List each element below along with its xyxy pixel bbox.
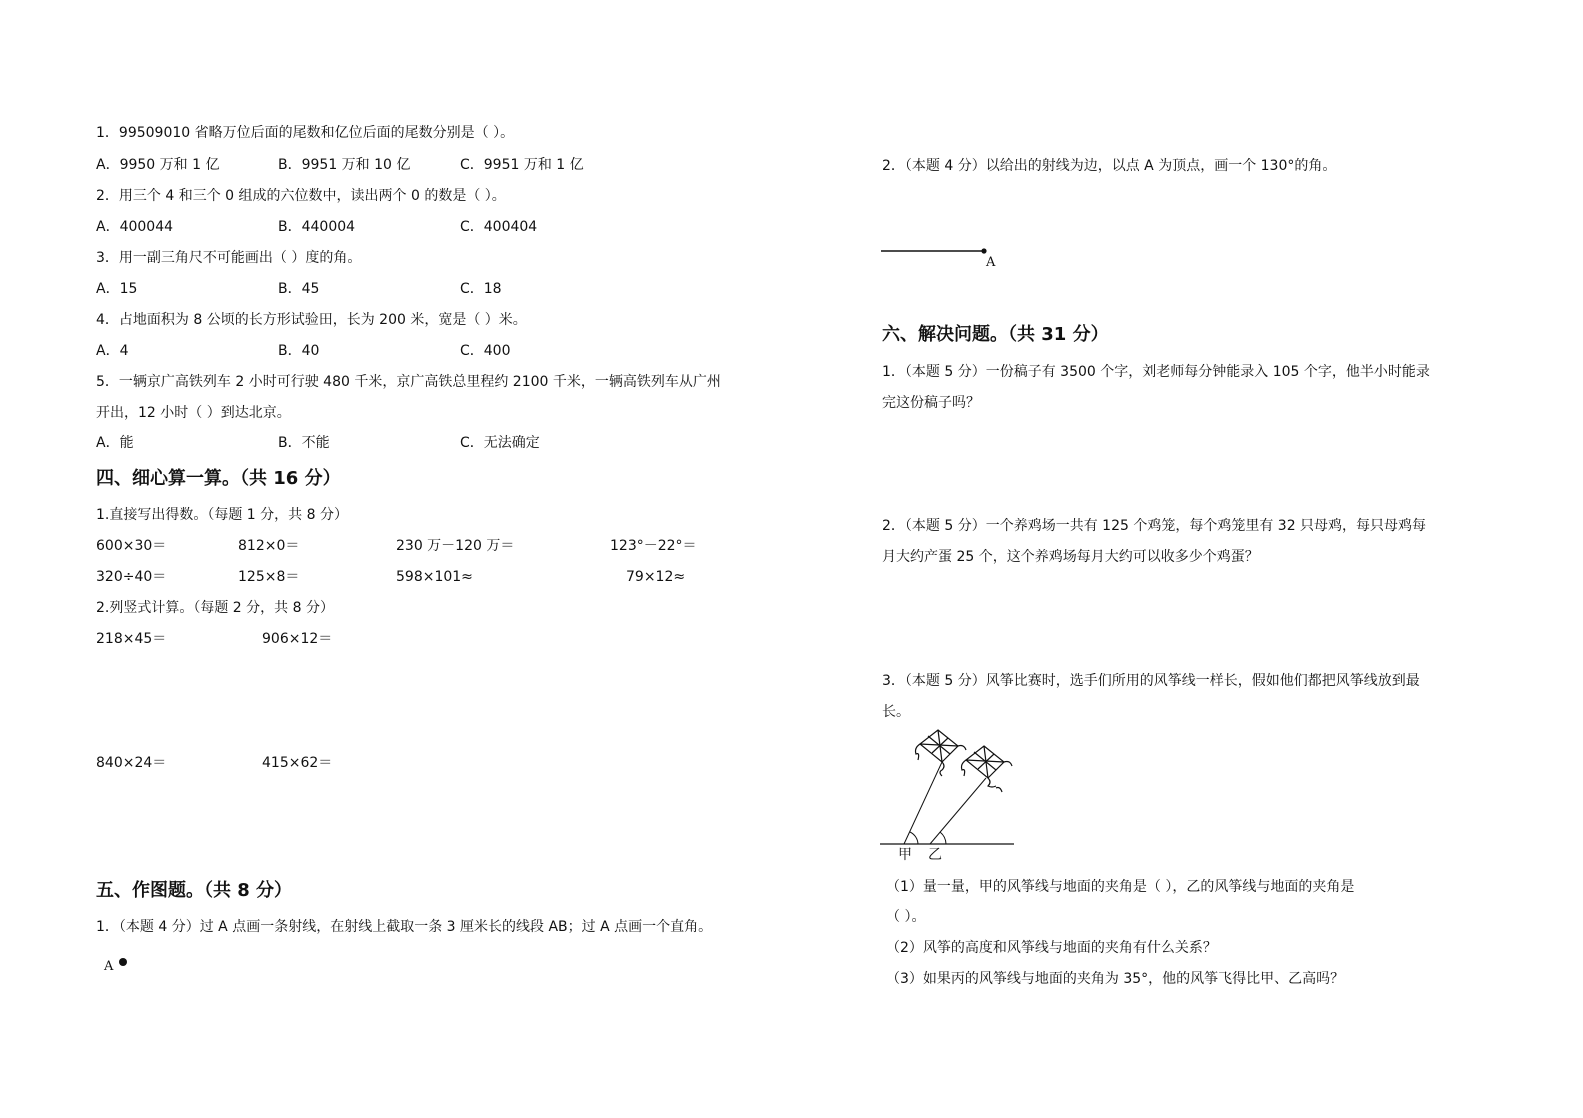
option-a: A．9950 万和 1 亿: [96, 157, 220, 173]
option-b: B．9951 万和 10 亿: [278, 157, 411, 173]
calc-item: 598×101≈: [396, 569, 473, 585]
kite-figure: [878, 726, 1028, 851]
option-a: A．能: [96, 435, 134, 451]
question-5-line2: 开出，12 小时（ ）到达北京。: [96, 405, 291, 421]
section-6-title: 六、解决问题。（共 31 分）: [882, 324, 1109, 345]
option-c: C．无法确定: [460, 435, 540, 451]
option-c: C．400: [460, 343, 511, 359]
kite-label-jia: 甲: [898, 847, 912, 863]
kite-label-yi: 乙: [928, 847, 942, 863]
problem-2-line1: 2．（本题 5 分）一个养鸡场一共有 125 个鸡笼，每个鸡笼里有 32 只母鸡，每只母鸡每: [882, 518, 1427, 534]
vertical-calc-item: 906×12＝: [262, 631, 333, 647]
calc-item: 812×0＝: [238, 538, 300, 554]
question-1: 1．99509010 省略万位后面的尾数和亿位后面的尾数分别是（ ）。: [96, 125, 515, 141]
calc-item: 123°－22°＝: [610, 538, 697, 554]
option-a: A．15: [96, 281, 138, 297]
problem-3-line2: 长。: [882, 704, 910, 720]
calc-item: 125×8＝: [238, 569, 300, 585]
question-4: 4．占地面积为 8 公顷的长方形试验田，长为 200 米，宽是（ ）米。: [96, 312, 527, 328]
vertical-calc-item: 415×62＝: [262, 755, 333, 771]
calc-item: 320÷40＝: [96, 569, 167, 585]
section-5-question-2: 2．（本题 4 分）以给出的射线为边，以点 A 为顶点，画一个 130°的角。: [882, 158, 1337, 174]
sub-question-1-line2: （ ）。: [886, 909, 926, 925]
option-b: B．40: [278, 343, 320, 359]
problem-3-line1: 3．（本题 5 分）风筝比赛时，选手们所用的风筝线一样长，假如他们都把风筝线放到最: [882, 673, 1420, 689]
section-4-title: 四、细心算一算。（共 16 分）: [96, 468, 341, 489]
point-a-label: A: [104, 959, 114, 974]
sub-question-2: （2）风筝的高度和风筝线与地面的夹角有什么关系？: [886, 940, 1217, 956]
option-c: C．18: [460, 281, 502, 297]
question-3: 3．用一副三角尺不可能画出（ ）度的角。: [96, 250, 362, 266]
option-b: B．45: [278, 281, 320, 297]
calc-item: 230 万－120 万＝: [396, 538, 515, 554]
calc-item: 600×30＝: [96, 538, 167, 554]
option-a: A．4: [96, 343, 129, 359]
option-b: B．不能: [278, 435, 330, 451]
option-c: C．400404: [460, 219, 538, 235]
option-c: C．9951 万和 1 亿: [460, 157, 584, 173]
section-5-title: 五、作图题。（共 8 分）: [96, 880, 293, 901]
calc-item: 79×12≈: [626, 569, 686, 585]
problem-1-line1: 1．（本题 5 分）一份稿子有 3500 个字，刘老师每分钟能录入 105 个字，他半小时能录: [882, 364, 1430, 380]
section-5-question-1: 1．（本题 4 分）过 A 点画一条射线，在射线上截取一条 3 厘米长的线段 AB；过 A 点画一个直角。: [96, 919, 713, 935]
vertical-calc-item: 218×45＝: [96, 631, 167, 647]
section-4-sub1: 1.直接写出得数。（每题 1 分，共 8 分）: [96, 507, 348, 523]
option-b: B．440004: [278, 219, 356, 235]
question-2: 2．用三个 4 和三个 0 组成的六位数中，读出两个 0 的数是（ ）。: [96, 188, 506, 204]
sub-question-3: （3）如果丙的风筝线与地面的夹角为 35°，他的风筝飞得比甲、乙高吗？: [886, 971, 1345, 987]
point-a-dot: [119, 958, 127, 966]
sub-question-1-line1: （1）量一量，甲的风筝线与地面的夹角是（ ），乙的风筝线与地面的夹角是: [886, 879, 1355, 895]
problem-1-line2: 完这份稿子吗？: [882, 395, 980, 411]
problem-2-line2: 月大约产蛋 25 个，这个养鸡场每月大约可以收多少个鸡蛋？: [882, 549, 1259, 565]
vertical-calc-item: 840×24＝: [96, 755, 167, 771]
question-5-line1: 5．一辆京广高铁列车 2 小时可行驶 480 千米，京广高铁总里程约 2100 千米，一辆高铁列车从广州: [96, 374, 721, 390]
section-4-sub2: 2.列竖式计算。（每题 2 分，共 8 分）: [96, 600, 334, 616]
given-ray: [880, 246, 990, 258]
ray-point-label: A: [986, 255, 996, 270]
option-a: A．400044: [96, 219, 174, 235]
